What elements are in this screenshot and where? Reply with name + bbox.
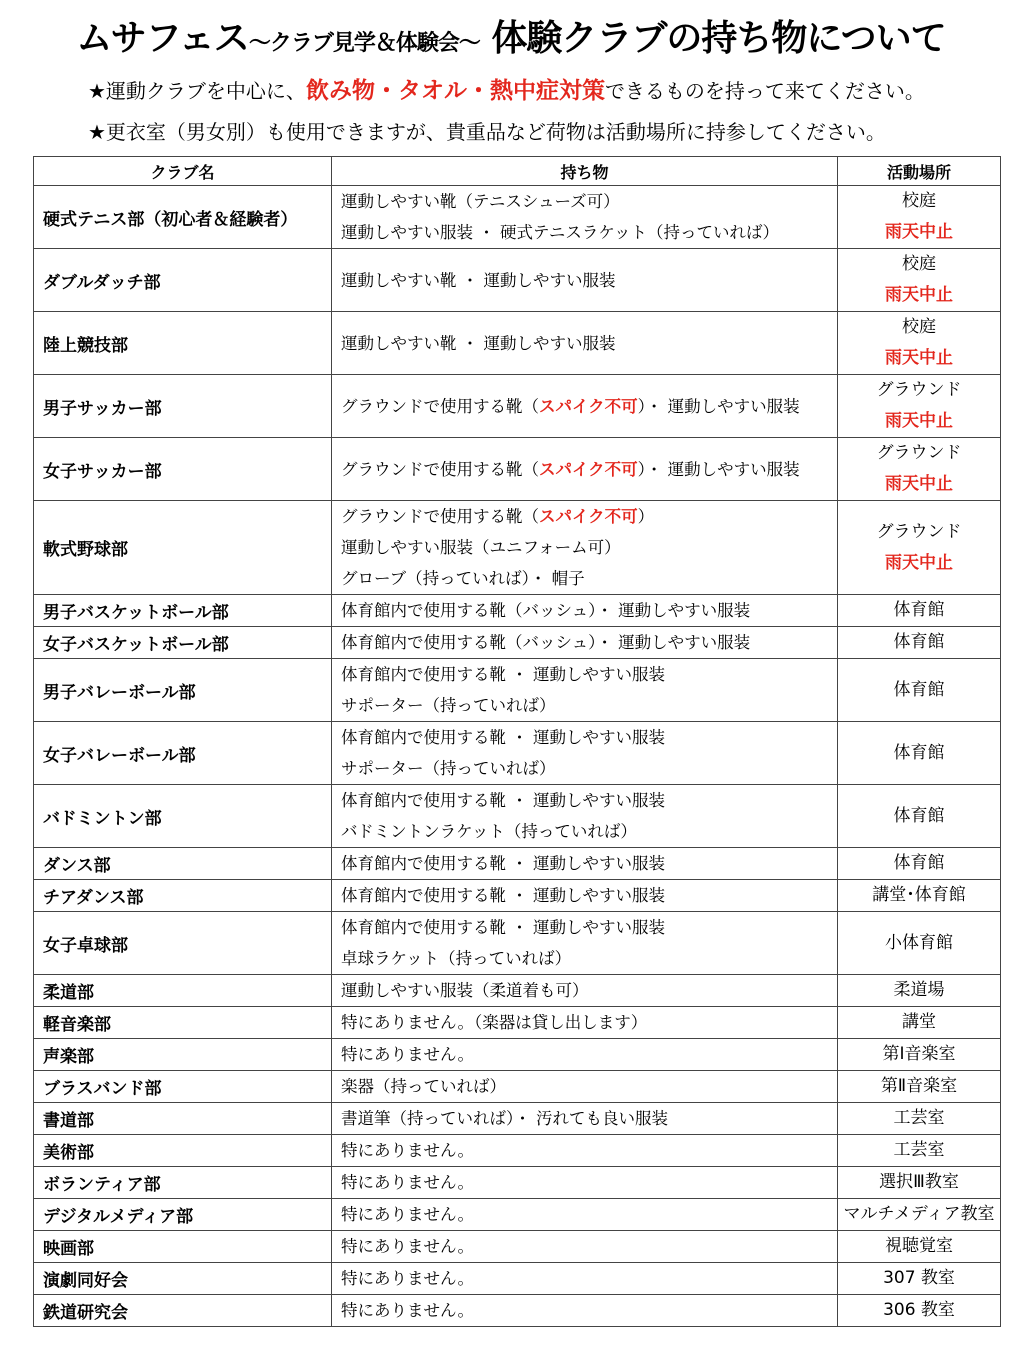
items-line: 運動しやすい靴 ・ 運動しやすい服装 bbox=[341, 270, 616, 290]
title-subtitle: 〜クラブ見学＆体験会〜 bbox=[248, 31, 480, 56]
rain-cancel-badge: 雨天中止 bbox=[885, 411, 953, 431]
place-cell bbox=[838, 438, 1001, 501]
place-cell bbox=[838, 249, 1001, 312]
club-name: 鉄道研究会 bbox=[34, 1295, 332, 1327]
items-line: 体育館内で使用する靴 ・ 運動しやすい服装 bbox=[341, 791, 665, 810]
table-header-row bbox=[34, 157, 1001, 186]
place-name: グラウンド bbox=[876, 443, 962, 463]
club-name: 女子バスケットボール部 bbox=[34, 627, 332, 659]
page-title bbox=[0, 10, 1022, 61]
table-row bbox=[34, 1199, 1001, 1231]
rain-cancel-badge: 雨天中止 bbox=[885, 348, 953, 368]
club-name: バドミントン部 bbox=[34, 785, 332, 848]
place-name: 307 教室 bbox=[883, 1268, 955, 1288]
place-name: 工芸室 bbox=[893, 1140, 945, 1160]
place-name: 選択Ⅲ教室 bbox=[879, 1172, 959, 1192]
table-row bbox=[34, 627, 1001, 659]
place-name: 体育館 bbox=[893, 742, 945, 763]
place-name: 第Ⅱ音楽室 bbox=[880, 1076, 958, 1096]
club-name: 男子サッカー部 bbox=[34, 375, 332, 438]
items-cell bbox=[332, 975, 838, 1007]
table-row bbox=[34, 912, 1001, 975]
items-cell bbox=[332, 1199, 838, 1231]
place-name: 306 教室 bbox=[883, 1300, 955, 1320]
table-row bbox=[34, 312, 1001, 375]
title-main-right: 体験クラブの持ち物について bbox=[491, 18, 946, 59]
club-name: 書道部 bbox=[34, 1103, 332, 1135]
items-line: サポーター（持っていれば） bbox=[341, 759, 556, 778]
club-name: 映画部 bbox=[34, 1231, 332, 1263]
items-line: 特にありません。 bbox=[341, 1269, 474, 1288]
items-line: 運動しやすい靴 ・ 運動しやすい服装 bbox=[341, 333, 616, 353]
place-cell bbox=[838, 1167, 1001, 1199]
items-cell bbox=[332, 595, 838, 627]
items-text: グラウンドで使用する靴（ bbox=[341, 396, 539, 416]
place-cell bbox=[838, 880, 1001, 912]
table-row bbox=[34, 1071, 1001, 1103]
items-line: 卓球ラケット（持っていれば） bbox=[341, 949, 572, 968]
items-line: 運動しやすい服装 ・ 硬式テニスラケット（持っていれば） bbox=[341, 223, 780, 242]
items-cell bbox=[332, 1039, 838, 1071]
items-cell bbox=[332, 1263, 838, 1295]
items-line: サポーター（持っていれば） bbox=[341, 696, 556, 715]
rain-cancel-badge: 雨天中止 bbox=[885, 222, 953, 242]
place-name: 視聴覚室 bbox=[885, 1236, 953, 1256]
items-cell bbox=[332, 312, 838, 375]
club-name: 男子バレーボール部 bbox=[34, 659, 332, 722]
table-row bbox=[34, 438, 1001, 501]
place-name: グラウンド bbox=[876, 380, 962, 400]
club-name: 美術部 bbox=[34, 1135, 332, 1167]
place-cell bbox=[838, 1039, 1001, 1071]
items-cell bbox=[332, 627, 838, 659]
table-row bbox=[34, 1231, 1001, 1263]
items-line: グローブ（持っていれば）・ 帽子 bbox=[341, 569, 585, 588]
club-name: 軽音楽部 bbox=[34, 1007, 332, 1039]
items-cell bbox=[332, 1167, 838, 1199]
items-cell bbox=[332, 912, 838, 975]
table-row bbox=[34, 1135, 1001, 1167]
place-name: 体育館 bbox=[893, 853, 945, 873]
club-name: 軟式野球部 bbox=[34, 501, 332, 595]
place-cell bbox=[838, 659, 1001, 722]
place-name: 工芸室 bbox=[893, 1108, 945, 1128]
items-cell bbox=[332, 1135, 838, 1167]
items-line: 特にありません。 bbox=[341, 1205, 474, 1224]
place-cell bbox=[838, 1007, 1001, 1039]
items-cell bbox=[332, 186, 838, 249]
club-name: ダブルダッチ部 bbox=[34, 249, 332, 312]
items-line bbox=[341, 391, 837, 422]
club-name: 演劇同好会 bbox=[34, 1263, 332, 1295]
items-line: 書道筆（持っていれば）・ 汚れても良い服装 bbox=[341, 1109, 668, 1128]
items-cell bbox=[332, 1071, 838, 1103]
table-row bbox=[34, 722, 1001, 785]
place-cell bbox=[838, 1231, 1001, 1263]
note1-prefix: ★運動クラブを中心に、 bbox=[88, 79, 306, 103]
items-line: 体育館内で使用する靴 ・ 運動しやすい服装 bbox=[341, 728, 665, 747]
items-line: 特にありません。 bbox=[341, 1045, 474, 1064]
place-cell bbox=[838, 375, 1001, 438]
rain-cancel-badge: 雨天中止 bbox=[885, 552, 953, 573]
club-name: ボランティア部 bbox=[34, 1167, 332, 1199]
items-line: 運動しやすい靴（テニスシューズ可） bbox=[341, 192, 620, 211]
items-line bbox=[341, 454, 837, 485]
items-cell bbox=[332, 848, 838, 880]
items-line: 特にありません。 bbox=[341, 1141, 474, 1160]
place-cell bbox=[838, 1263, 1001, 1295]
items-line: 体育館内で使用する靴 ・ 運動しやすい服装 bbox=[341, 665, 665, 684]
table-row bbox=[34, 1167, 1001, 1199]
place-name: 校庭 bbox=[902, 191, 936, 211]
place-cell bbox=[838, 1199, 1001, 1231]
club-table bbox=[33, 156, 1001, 1327]
table-row bbox=[34, 1007, 1001, 1039]
place-name: マルチメディア教室 bbox=[843, 1204, 995, 1224]
table-row bbox=[34, 785, 1001, 848]
place-name: 校庭 bbox=[902, 317, 936, 337]
table-row bbox=[34, 848, 1001, 880]
header-club-name: クラブ名 bbox=[34, 157, 332, 186]
place-name: 体育館 bbox=[893, 632, 945, 652]
table-row bbox=[34, 186, 1001, 249]
club-name: 男子バスケットボール部 bbox=[34, 595, 332, 627]
table-row bbox=[34, 501, 1001, 595]
note-locker-room: ★更衣室（男女別）も使用できますが、貴重品など荷物は活動場所に持参してください。 bbox=[88, 120, 886, 144]
place-cell bbox=[838, 627, 1001, 659]
table-row bbox=[34, 1295, 1001, 1327]
table-body bbox=[34, 186, 1001, 1327]
note1-suffix: できるものを持って来てください。 bbox=[604, 79, 925, 103]
items-text: ）・ 運動しやすい服装 bbox=[637, 396, 800, 416]
header-place: 活動場所 bbox=[838, 157, 1001, 186]
items-text: ） bbox=[637, 507, 655, 526]
items-line: 運動しやすい服装（柔道着も可） bbox=[341, 981, 589, 1000]
items-cell bbox=[332, 1295, 838, 1327]
place-cell bbox=[838, 1295, 1001, 1327]
table-row bbox=[34, 375, 1001, 438]
items-cell bbox=[332, 438, 838, 501]
items-cell bbox=[332, 501, 838, 595]
table-row bbox=[34, 975, 1001, 1007]
place-name: 体育館 bbox=[893, 600, 945, 620]
note-drinks bbox=[88, 72, 925, 105]
place-cell bbox=[838, 501, 1001, 595]
place-cell bbox=[838, 312, 1001, 375]
table-row bbox=[34, 249, 1001, 312]
items-line: 特にありません。 bbox=[341, 1301, 474, 1320]
place-cell bbox=[838, 595, 1001, 627]
items-line: 特にありません。 bbox=[341, 1173, 474, 1192]
table-row bbox=[34, 1039, 1001, 1071]
place-cell bbox=[838, 1071, 1001, 1103]
place-cell bbox=[838, 848, 1001, 880]
club-name: 硬式テニス部（初心者＆経験者） bbox=[34, 186, 332, 249]
items-line: 運動しやすい服装（ユニフォーム可） bbox=[341, 538, 621, 557]
rain-cancel-badge: 雨天中止 bbox=[885, 285, 953, 305]
place-cell bbox=[838, 912, 1001, 975]
no-spikes-warning: スパイク不可 bbox=[539, 507, 638, 526]
items-cell bbox=[332, 659, 838, 722]
table-row bbox=[34, 659, 1001, 722]
note1-highlight: 飲み物・タオル・熱中症対策 bbox=[305, 78, 605, 104]
items-line: 特にありません。 bbox=[341, 1237, 474, 1256]
place-name: 講堂･体育館 bbox=[872, 885, 966, 905]
club-name: 柔道部 bbox=[34, 975, 332, 1007]
table-row bbox=[34, 1263, 1001, 1295]
title-main-left: ムサフェス bbox=[76, 18, 249, 59]
items-cell bbox=[332, 249, 838, 312]
items-line: 体育館内で使用する靴 ・ 運動しやすい服装 bbox=[341, 886, 665, 905]
items-cell bbox=[332, 1103, 838, 1135]
place-cell bbox=[838, 722, 1001, 785]
items-cell bbox=[332, 722, 838, 785]
items-line: バドミントンラケット（持っていれば） bbox=[341, 822, 637, 841]
items-line: 体育館内で使用する靴 ・ 運動しやすい服装 bbox=[341, 918, 665, 937]
table-row bbox=[34, 880, 1001, 912]
club-name: デジタルメディア部 bbox=[34, 1199, 332, 1231]
items-text: ）・ 運動しやすい服装 bbox=[637, 459, 800, 479]
place-cell bbox=[838, 1103, 1001, 1135]
place-cell bbox=[838, 1135, 1001, 1167]
table-row bbox=[34, 1103, 1001, 1135]
items-line: 特にありません。（楽器は貸し出します） bbox=[341, 1013, 648, 1032]
header-items: 持ち物 bbox=[332, 157, 838, 186]
place-name: 講堂 bbox=[902, 1012, 936, 1032]
club-name: 声楽部 bbox=[34, 1039, 332, 1071]
club-name: 女子卓球部 bbox=[34, 912, 332, 975]
place-name: 小体育館 bbox=[885, 932, 953, 953]
items-cell bbox=[332, 1231, 838, 1263]
place-name: 体育館 bbox=[893, 805, 945, 826]
club-name: ダンス部 bbox=[34, 848, 332, 880]
place-cell bbox=[838, 975, 1001, 1007]
place-name: 第Ⅰ音楽室 bbox=[882, 1044, 956, 1064]
place-name: グラウンド bbox=[876, 521, 962, 542]
club-name: チアダンス部 bbox=[34, 880, 332, 912]
items-line: 体育館内で使用する靴 ・ 運動しやすい服装 bbox=[341, 854, 665, 873]
items-line: 体育館内で使用する靴（バッシュ）・ 運動しやすい服装 bbox=[341, 633, 751, 652]
club-name: 女子サッカー部 bbox=[34, 438, 332, 501]
no-spikes-warning: スパイク不可 bbox=[539, 396, 638, 416]
items-cell bbox=[332, 375, 838, 438]
items-text: グラウンドで使用する靴（ bbox=[341, 507, 539, 526]
club-name: 女子バレーボール部 bbox=[34, 722, 332, 785]
club-name: ブラスバンド部 bbox=[34, 1071, 332, 1103]
place-name: 体育館 bbox=[893, 679, 945, 700]
items-line bbox=[341, 501, 837, 532]
table-row bbox=[34, 595, 1001, 627]
place-name: 柔道場 bbox=[893, 980, 945, 1000]
items-line: 楽器（持っていれば） bbox=[341, 1077, 506, 1096]
items-text: グラウンドで使用する靴（ bbox=[341, 459, 539, 479]
no-spikes-warning: スパイク不可 bbox=[539, 459, 638, 479]
place-cell bbox=[838, 186, 1001, 249]
place-name: 校庭 bbox=[902, 254, 936, 274]
rain-cancel-badge: 雨天中止 bbox=[885, 474, 953, 494]
items-cell bbox=[332, 785, 838, 848]
items-cell bbox=[332, 1007, 838, 1039]
items-cell bbox=[332, 880, 838, 912]
place-cell bbox=[838, 785, 1001, 848]
items-line: 体育館内で使用する靴（バッシュ）・ 運動しやすい服装 bbox=[341, 601, 751, 620]
club-name: 陸上競技部 bbox=[34, 312, 332, 375]
